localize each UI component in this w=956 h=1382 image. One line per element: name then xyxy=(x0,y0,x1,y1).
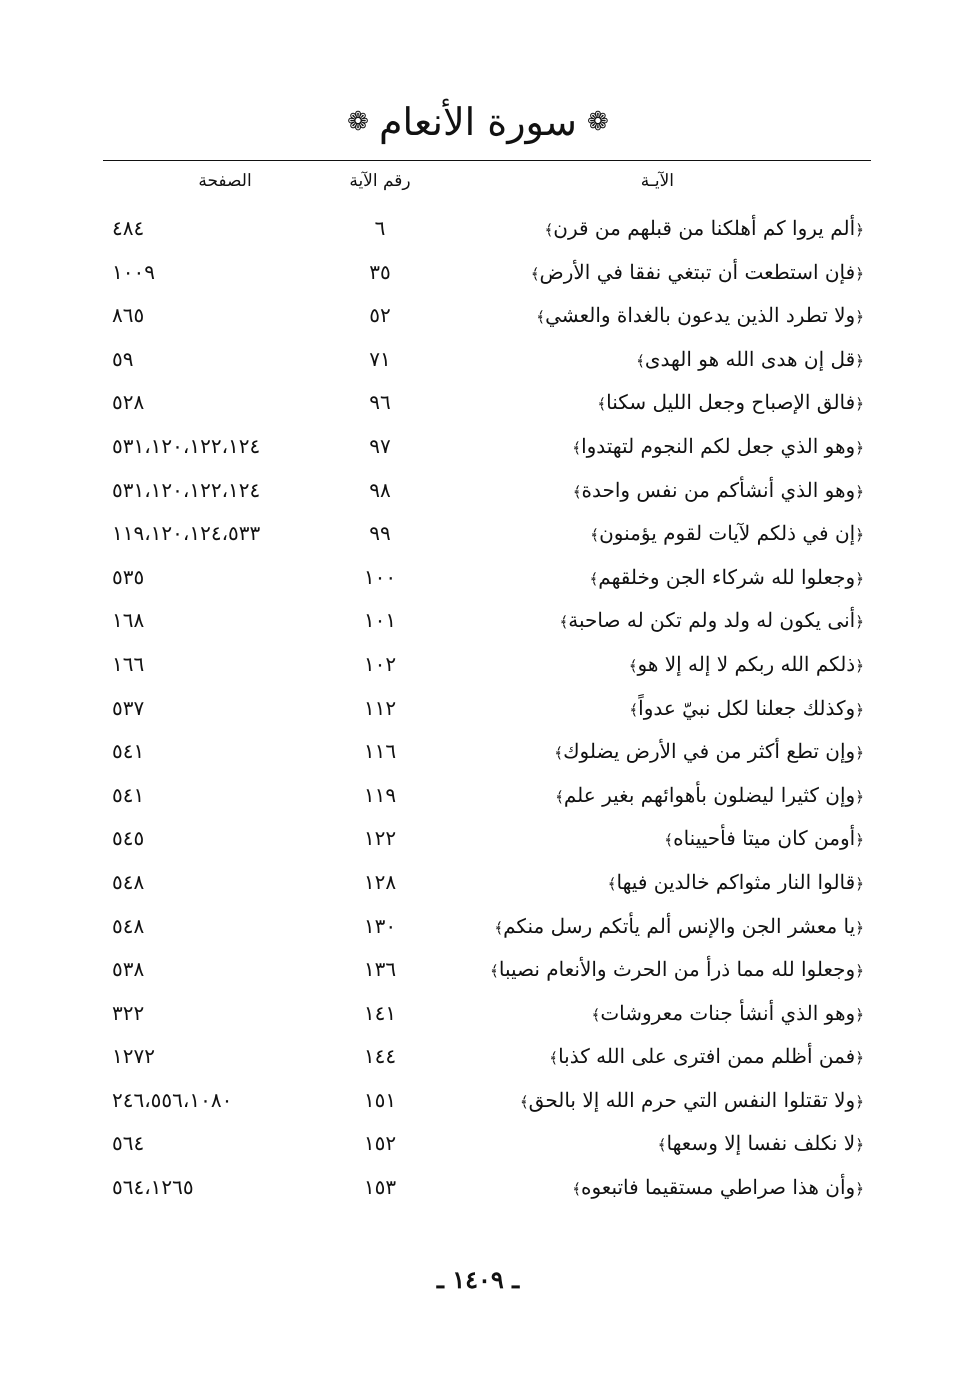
ayah-words: فمن أظلم ممن افترى على الله كذبا xyxy=(558,1044,856,1069)
surah-title-text: سورة الأنعام xyxy=(378,100,578,144)
bracket-open: ﴿ xyxy=(855,831,864,850)
ayah-number: ١٠٢ xyxy=(363,651,397,676)
ayah-text xyxy=(658,1127,864,1161)
table-row xyxy=(0,729,956,773)
index-table xyxy=(0,206,956,1209)
page-refs: ١٠٠٩ xyxy=(112,259,155,284)
header-ayah: الآيـة xyxy=(640,171,674,191)
ayah-words: ألم يروا كم أهلكنا من قبلهم من قرن xyxy=(553,216,856,240)
ayah-text xyxy=(572,430,864,464)
bracket-close: ﴾ xyxy=(572,482,582,501)
bracket-close: ﴾ xyxy=(519,1092,529,1111)
bracket-close: ﴾ xyxy=(490,962,499,981)
ayah-words: لا نكلف نفسا إلا وسعها xyxy=(666,1131,856,1156)
table-row xyxy=(0,206,956,250)
page-refs: ٥٩ xyxy=(112,346,134,371)
table-row xyxy=(0,686,956,730)
bracket-close: ﴾ xyxy=(589,569,599,588)
page-refs: ١٦٨ xyxy=(112,608,145,633)
ayah-words: أنى يكون له ولد ولم تكن له صاحبة xyxy=(568,608,856,633)
ayah-words: ولا تقتلوا النفس التي حرم الله إلا بالحق xyxy=(528,1087,856,1112)
ayah-number: ٦ xyxy=(374,216,386,240)
bracket-open: ﴿ xyxy=(855,918,864,937)
table-row xyxy=(0,511,956,555)
ayah-number: ١٥٣ xyxy=(363,1175,397,1200)
bracket-close: ﴾ xyxy=(628,656,638,675)
table-row xyxy=(0,947,956,991)
header-ayah-number: رقم الآية xyxy=(349,171,411,191)
bracket-close: ﴾ xyxy=(591,1005,601,1024)
ayah-words: وجعلوا لله شركاء الجن وخلقهم xyxy=(598,564,856,589)
ayah-text xyxy=(490,953,864,987)
ayah-words: إن في ذلكم لآيات لقوم يؤمنون xyxy=(599,521,856,546)
ayah-number: ١١٦ xyxy=(363,739,397,764)
bracket-open: ﴿ xyxy=(855,1092,864,1111)
page-refs: ١٦٦ xyxy=(112,651,145,676)
ayah-words: قل إن هدى الله هو الهدى xyxy=(644,346,856,371)
page-refs: ٨٦٥ xyxy=(112,303,145,328)
ayah-number: ١٣٦ xyxy=(363,957,397,982)
bracket-close: ﴾ xyxy=(544,221,554,239)
ayah-number: ٩٩ xyxy=(369,521,391,546)
bracket-close: ﴾ xyxy=(664,831,674,850)
ayah-words: ولا تطرد الذين يدعون بالغداة والعشي xyxy=(545,303,856,328)
ayah-number: ٩٧ xyxy=(369,433,391,458)
bracket-open: ﴿ xyxy=(855,874,864,893)
ayah-words: وهو الذي جعل لكم النجوم لتهتدوا xyxy=(581,433,856,458)
page-refs: ٢٤٦،٥٥٦،١٠٨٠ xyxy=(112,1087,233,1112)
ayah-text xyxy=(572,1171,864,1205)
bracket-open: ﴿ xyxy=(855,264,864,283)
ayah-text xyxy=(520,1084,864,1118)
bracket-open: ﴿ xyxy=(855,744,864,763)
page-refs: ٥٤٥ xyxy=(112,826,145,851)
ayah-text xyxy=(629,648,864,682)
ayah-words: وأن هذا صراطي مستقيما فاتبعوه xyxy=(580,1175,856,1200)
page-refs: ٤٨٤ xyxy=(112,216,145,240)
ayah-number: ٣٥ xyxy=(369,259,391,284)
surah-title xyxy=(347,92,609,152)
ayah-number: ١٢٢ xyxy=(363,826,397,851)
ayah-text xyxy=(536,299,864,333)
bracket-open: ﴿ xyxy=(855,308,864,327)
table-row xyxy=(0,1121,956,1165)
ayah-text xyxy=(494,910,864,944)
ayah-words: وجعلوا لله مما ذرأ من الحرث والأنعام نصيبا xyxy=(498,957,856,982)
ayah-words: قالوا النار مثواكم خالدين فيها xyxy=(616,869,856,894)
ayah-words: أومن كان ميتا فأحييناه xyxy=(673,826,856,851)
table-row xyxy=(0,598,956,642)
bracket-open: ﴿ xyxy=(855,787,864,806)
ayah-words: وهو الذي أنشأكم من نفس واحدة xyxy=(581,477,856,502)
bracket-open: ﴿ xyxy=(855,526,864,545)
ayah-number: ١٠٠ xyxy=(363,564,397,589)
page-refs: ٥٣٨ xyxy=(112,957,145,982)
ayah-words: ذلكم الله ربكم لا إله إلا هو xyxy=(637,651,856,676)
page-refs: ١١٩،١٢٠،١٢٤،٥٣٣ xyxy=(112,521,261,546)
header-rule xyxy=(103,160,871,161)
bracket-close: ﴾ xyxy=(549,1049,559,1068)
ayah-text xyxy=(589,561,864,595)
ayah-text xyxy=(592,997,864,1031)
ayah-text xyxy=(629,692,864,726)
table-row xyxy=(0,860,956,904)
table-row xyxy=(0,904,956,948)
left-ornament-icon: ❁ xyxy=(347,107,369,137)
table-row xyxy=(0,250,956,294)
bracket-close: ﴾ xyxy=(629,700,639,719)
bracket-open: ﴿ xyxy=(855,482,864,501)
ayah-number: ٥٢ xyxy=(369,303,391,328)
bracket-close: ﴾ xyxy=(657,1136,667,1155)
ayah-number: ١٣٠ xyxy=(363,913,397,938)
ayah-text xyxy=(597,386,864,420)
ayah-text xyxy=(554,735,864,769)
bracket-open: ﴿ xyxy=(855,1136,864,1155)
bracket-open: ﴿ xyxy=(855,395,864,414)
table-row xyxy=(0,773,956,817)
table-row xyxy=(0,468,956,512)
ayah-number: ١٥١ xyxy=(363,1087,397,1112)
table-row xyxy=(0,380,956,424)
ayah-text xyxy=(573,474,864,508)
page-refs: ٥٣٥ xyxy=(112,564,145,589)
ayah-text xyxy=(560,604,865,638)
ayah-text xyxy=(590,517,864,551)
bracket-open: ﴿ xyxy=(855,613,864,632)
ayah-text xyxy=(544,212,864,246)
bracket-open: ﴿ xyxy=(855,962,864,981)
page-refs: ٥٤١ xyxy=(112,782,145,807)
page-refs: ٥٤٨ xyxy=(112,869,145,894)
ayah-number: ١١٩ xyxy=(363,782,397,807)
page-refs: ٥٣١،١٢٠،١٢٢،١٢٤ xyxy=(112,433,261,458)
ayah-number: ١٤١ xyxy=(363,1000,397,1025)
bracket-open: ﴿ xyxy=(855,656,864,675)
table-row xyxy=(0,642,956,686)
page-refs: ٥٤١ xyxy=(112,739,145,764)
page-refs: ٥٦٤ xyxy=(112,1131,145,1156)
page-refs: ٣٢٢ xyxy=(112,1000,145,1025)
page-refs: ٥٢٨ xyxy=(112,390,145,415)
ayah-text xyxy=(531,256,864,290)
bracket-close: ﴾ xyxy=(590,526,600,545)
ayah-number: ١٥٢ xyxy=(363,1131,397,1156)
ayah-words: فالق الإصباح وجعل الليل سكنا xyxy=(606,390,856,415)
table-row xyxy=(0,555,956,599)
table-row xyxy=(0,1165,956,1209)
header-page: الصفحة xyxy=(198,171,252,191)
ayah-words: وهو الذي أنشأ جنات معروشات xyxy=(600,1000,856,1025)
bracket-close: ﴾ xyxy=(555,787,564,806)
ayah-number: ٧١ xyxy=(369,346,391,371)
bracket-open: ﴿ xyxy=(855,700,864,719)
bracket-close: ﴾ xyxy=(494,918,504,937)
bracket-close: ﴾ xyxy=(607,874,617,893)
page-refs: ٥٤٨ xyxy=(112,913,145,938)
ayah-words: يا معشر الجن والإنس ألم يأتكم رسل منكم xyxy=(503,913,856,938)
table-row xyxy=(0,424,956,468)
ayah-words: وكذلك جعلنا لكل نبيّ عدواً xyxy=(638,695,856,720)
ayah-number: ١٢٨ xyxy=(363,869,397,894)
bracket-open: ﴿ xyxy=(855,351,864,370)
bracket-open: ﴿ xyxy=(855,438,864,457)
right-ornament-icon: ❁ xyxy=(587,107,609,137)
table-row xyxy=(0,1078,956,1122)
bracket-open: ﴿ xyxy=(855,1005,864,1024)
table-row xyxy=(0,991,956,1035)
bracket-close: ﴾ xyxy=(559,613,569,632)
page-refs: ٥٣٧ xyxy=(112,695,145,720)
table-row xyxy=(0,1034,956,1078)
ayah-text xyxy=(549,1040,864,1074)
ayah-words: وإن تطع أكثر من في الأرض يضلوك xyxy=(563,739,856,764)
ayah-text xyxy=(608,866,864,900)
bracket-close: ﴾ xyxy=(636,351,645,370)
ayah-number: ٩٦ xyxy=(369,390,391,415)
table-header xyxy=(0,166,956,198)
page-number: ـ ١٤٠٩ ـ xyxy=(436,1265,520,1294)
ayah-number: ١١٢ xyxy=(363,695,397,720)
ayah-text xyxy=(664,822,864,856)
bracket-open: ﴿ xyxy=(855,1180,864,1199)
ayah-text xyxy=(555,779,864,813)
ayah-text xyxy=(636,343,864,377)
page-refs: ١٢٧٢ xyxy=(112,1044,155,1069)
ayah-number: ١٤٤ xyxy=(363,1044,397,1069)
table-row xyxy=(0,337,956,381)
bracket-close: ﴾ xyxy=(572,438,582,457)
bracket-close: ﴾ xyxy=(597,395,607,414)
bracket-open: ﴿ xyxy=(855,569,864,588)
ayah-words: وإن كثيرا ليضلون بأهوائهم بغير علم xyxy=(563,782,856,807)
ayah-words: فإن استطعت أن تبتغي نفقا في الأرض xyxy=(539,259,856,284)
page-refs: ٥٣١،١٢٠،١٢٢،١٢٤ xyxy=(112,477,261,502)
title-block xyxy=(0,92,956,152)
bracket-open: ﴿ xyxy=(855,221,864,239)
bracket-close: ﴾ xyxy=(530,264,540,283)
bracket-close: ﴾ xyxy=(554,744,564,763)
bracket-close: ﴾ xyxy=(536,308,546,327)
bracket-open: ﴿ xyxy=(855,1049,864,1068)
table-row xyxy=(0,293,956,337)
ayah-number: ٩٨ xyxy=(369,477,391,502)
ayah-number: ١٠١ xyxy=(363,608,397,633)
bracket-close: ﴾ xyxy=(572,1180,581,1199)
table-row xyxy=(0,816,956,860)
page-refs: ٥٦٤،١٢٦٥ xyxy=(112,1175,194,1200)
